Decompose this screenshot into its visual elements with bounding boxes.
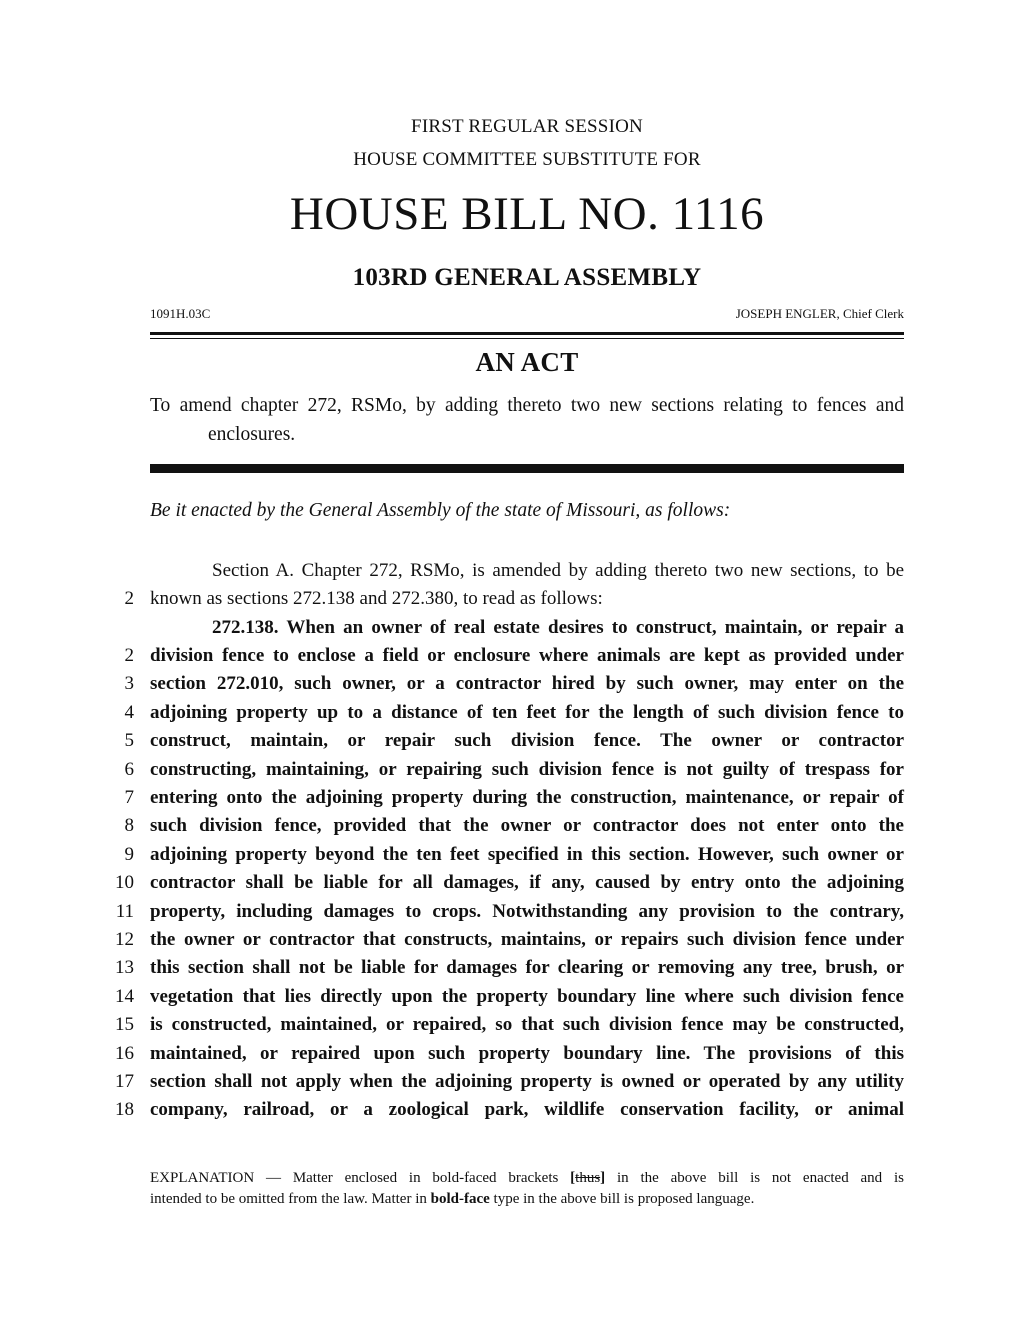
line-number: 15 xyxy=(115,1014,134,1035)
explanation-text: Matter enclosed in bold-faced brackets xyxy=(292,1170,559,1186)
statute-line: is constructed, maintained, or repaired, so that such division fence may be constructed, xyxy=(150,1014,904,1035)
title-divider xyxy=(150,464,904,473)
chief-clerk: JOSEPH ENGLER, Chief Clerk xyxy=(735,306,904,321)
header-divider xyxy=(150,332,904,335)
statute-line: constructing, maintaining, or repairing such division fence is not guilty of trespass for xyxy=(150,759,904,780)
document-id: 1091H.03C xyxy=(150,306,211,321)
section-number: 272.138. xyxy=(212,617,279,638)
explanation-text-4: type in the above bill is proposed language. xyxy=(493,1191,755,1207)
statute-line: division fence to enclose a field or enclosure where animals are kept as provided under xyxy=(150,645,904,666)
section-a-line-1: Section A. Chapter 272, RSMo, is amended by adding thereto two new sections, to be xyxy=(212,560,904,581)
line-number: 16 xyxy=(115,1043,134,1064)
general-assembly-label: 103RD GENERAL ASSEMBLY xyxy=(352,264,702,291)
act-heading: AN ACT xyxy=(475,347,579,377)
explanation-line-1 xyxy=(150,1170,904,1187)
session-label: FIRST REGULAR SESSION xyxy=(411,116,643,137)
section-a-line-2: known as sections 272.138 and 272.380, to read as follows: xyxy=(150,588,603,609)
line-number: 8 xyxy=(124,815,134,836)
act-title-line-2: enclosures. xyxy=(208,424,296,445)
line-number: 4 xyxy=(124,702,134,723)
statute-line: section shall not apply when the adjoining property is owned or operated by any utility xyxy=(150,1071,904,1092)
statute-line: company, railroad, or a zoological park, wildlife conservation facility, or animal xyxy=(150,1099,904,1120)
enacting-clause: Be it enacted by the General Assembly of the state of Missouri, as follows: xyxy=(150,500,731,521)
line-number: 10 xyxy=(115,872,134,893)
line-number: 5 xyxy=(124,730,134,751)
line-number: 7 xyxy=(124,787,134,808)
line-number: 14 xyxy=(115,986,134,1007)
explanation-line-2 xyxy=(150,1191,904,1208)
header-divider-secondary xyxy=(150,338,904,339)
statute-line: contractor shall be liable for all damages, if any, caused by entry onto the adjoining xyxy=(150,872,904,893)
line-number: 11 xyxy=(115,901,134,922)
statute-line: maintained, or repaired upon such property boundary line. The provisions of this xyxy=(150,1043,904,1064)
line-number: 17 xyxy=(115,1071,134,1092)
section-272-138-line-1 xyxy=(212,617,904,639)
statute-line: the owner or contractor that constructs, maintains, or repairs such division fence under xyxy=(150,929,904,950)
statute-line: section 272.010, such owner, or a contractor hired by such owner, may enter on the xyxy=(150,673,904,694)
line-number: 9 xyxy=(124,844,134,865)
line-number: 6 xyxy=(124,759,134,780)
line-number: 12 xyxy=(115,929,134,950)
bold-face-example: bold-face xyxy=(430,1191,490,1207)
statute-line: this section shall not be liable for damages for clearing or removing any tree, brush, or xyxy=(150,957,904,978)
statute-line: adjoining property beyond the ten feet specified in this section. However, such owner or xyxy=(150,844,904,865)
bracket-example: [thus] xyxy=(570,1170,606,1186)
explanation-text-2: in the above bill is not enacted and is xyxy=(617,1170,905,1186)
statute-line: such division fence, provided that the owner or contractor does not enter onto the xyxy=(150,815,904,836)
act-title-line-1: To amend chapter 272, RSMo, by adding thereto two new sections relating to fences and xyxy=(150,395,904,416)
statute-line: property, including damages to crops. Notwithstanding any provision to the contrary, xyxy=(150,901,904,922)
line-number: 18 xyxy=(115,1099,134,1120)
explanation-text-3: intended to be omitted from the law. Matter in xyxy=(150,1191,427,1207)
statute-line: construct, maintain, or repair such division fence. The owner or contractor xyxy=(150,730,904,751)
line-number: 3 xyxy=(124,673,134,694)
line-number: 2 xyxy=(124,588,134,609)
substitute-label: HOUSE COMMITTEE SUBSTITUTE FOR xyxy=(353,149,701,170)
statute-line: adjoining property up to a distance of ten feet for the length of such division fence to xyxy=(150,702,904,723)
line-number: 13 xyxy=(115,957,134,978)
line-number: 2 xyxy=(124,645,134,666)
explanation-label: EXPLANATION — xyxy=(150,1170,281,1186)
statute-line: entering onto the adjoining property during the construction, maintenance, or repair of xyxy=(150,787,904,808)
bill-number-title: HOUSE BILL NO. 1116 xyxy=(289,188,765,240)
section-text: When an owner of real estate desires to construct, maintain, or repair a xyxy=(286,617,904,638)
statute-line: vegetation that lies directly upon the property boundary line where such division fence xyxy=(150,986,904,1007)
